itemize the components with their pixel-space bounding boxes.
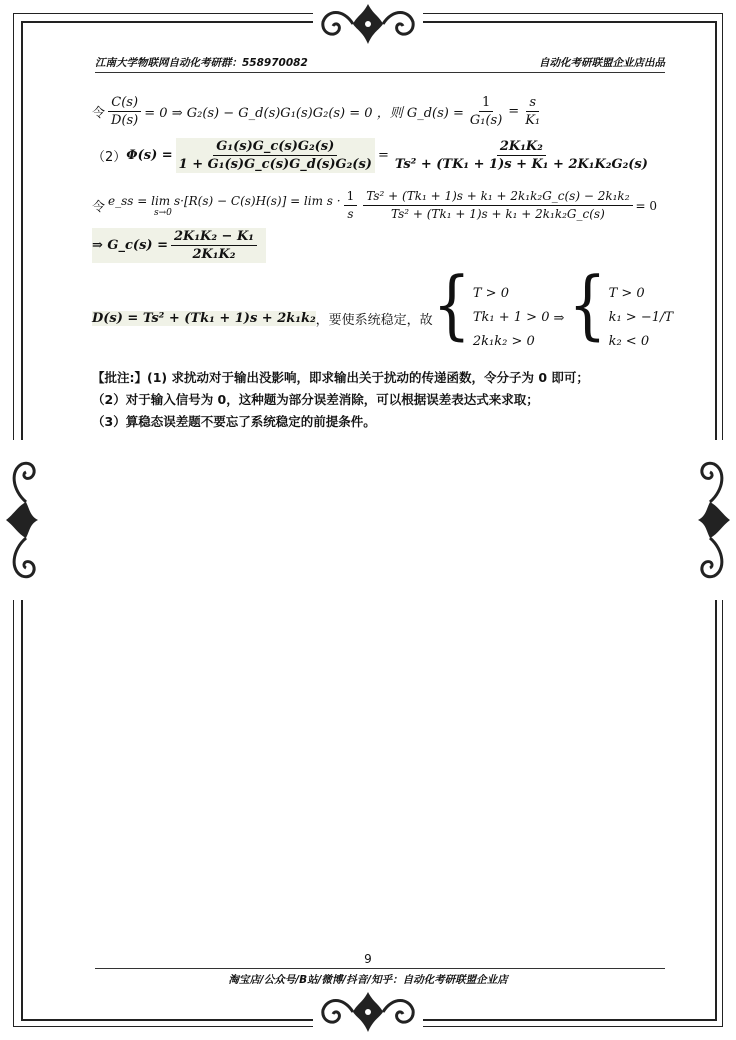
equals-zero: = 0 [635, 198, 658, 213]
header-right-text: 自动化考研联盟企业店出品 [539, 57, 665, 69]
closed-loop-lhs: Φ(s) = [126, 148, 173, 163]
condition-item: T > 0 [472, 286, 509, 301]
frac-num: Ts² + (Tk₁ + 1)s + k₁ + 2k₁k₂G_c(s) − 2k₁k₂ [366, 189, 630, 203]
frac-den: s [347, 207, 354, 221]
frac-den: K₁ [525, 113, 541, 128]
fraction-1-over-s [344, 188, 358, 223]
header-left-text: 江南大学物联网自动化考研群：558970082 [95, 57, 308, 69]
frac-num: G₁(s)G_c(s)G₂(s) [213, 138, 337, 156]
right-ornament-icon [694, 440, 736, 600]
frac-den: Ts² + (Tk₁ + 1)s + k₁ + 2k₁k₂G_c(s) [390, 207, 605, 221]
equation-line-2 [92, 138, 654, 173]
fraction-closed-loop [176, 138, 375, 173]
frac-den: Ts² + (TK₁ + 1)s + K₁ + 2K₁K₂G₂(s) [394, 157, 648, 172]
frac-den: 2K₁K₂ [192, 247, 236, 262]
equals-sign: = [377, 148, 389, 163]
bottom-ornament-icon [313, 986, 423, 1036]
equation-line-3 [92, 188, 657, 223]
frac-den: D(s) [111, 113, 139, 128]
frac-num: 1 [479, 94, 493, 112]
fraction-c-over-d [108, 94, 141, 129]
frac-den: 1 + G₁(s)G_c(s)G_d(s)G₂(s) [178, 157, 372, 172]
condition-item: 2k₁k₂ > 0 [472, 334, 535, 349]
frac-num: C(s) [111, 95, 139, 110]
stability-text: ，要使系统稳定，故 [315, 312, 433, 328]
note-line-3: （3）算稳态误差题不要忘了系统稳定的前提条件。 [92, 414, 376, 429]
condition-item: Tk₁ + 1 > 0 [472, 310, 550, 325]
fraction-gc [171, 228, 257, 263]
equation-line-5 [92, 261, 674, 358]
condition-item: k₁ > −1/T [608, 310, 674, 325]
ess-expression: e_ss = lim s·[R(s) − C(s)H(s)] = lim s · [108, 193, 341, 208]
page-number: 9 [364, 952, 372, 966]
conditions-right: { T > 0 k₁ > −1/T k₂ < 0 [568, 261, 674, 350]
fraction-1-over-g1 [467, 94, 505, 129]
fraction-s-over-k1 [522, 94, 543, 129]
note-line-2: （2）对于输入信号为 0，这种题为部分误差消除，可以根据误差表达式来求取； [92, 392, 539, 407]
fraction-error [363, 188, 632, 223]
frac-num: 2K₁K₂ − K₁ [171, 228, 257, 246]
frac-num: 2K₁K₂ [497, 138, 546, 156]
equation-text: = 0 ⇒ G₂(s) − G_d(s)G₁(s)G₂(s) = 0 ，则 G_d(s) = [144, 106, 464, 121]
frac-num: s [529, 95, 536, 110]
characteristic-equation: D(s) = Ts² + (Tk₁ + 1)s + 2k₁k₂ [92, 310, 316, 326]
limit-subscript: s→0 [154, 207, 172, 218]
footer-divider [95, 968, 665, 969]
equals-sign: = [508, 104, 520, 119]
gc-lhs: ⇒ G_c(s) = [92, 238, 168, 253]
part-label: （2） [92, 150, 127, 165]
text-ling: 令 [92, 106, 106, 121]
top-ornament-icon [313, 0, 423, 50]
page-header [95, 50, 665, 73]
frac-num: 1 [344, 188, 358, 206]
condition-item: T > 0 [608, 286, 645, 301]
equation-line-4 [92, 228, 266, 263]
footer-text: 淘宝店/公众号/B站/微博/抖音/知乎：自动化考研联盟企业店 [228, 974, 508, 986]
note-line-1: 【批注:】(1) 求扰动对于输出没影响，即求输出关于扰动的传递函数，令分子为 0 即可； [92, 370, 589, 385]
condition-item: k₂ < 0 [608, 334, 650, 349]
fraction-closed-loop-simplified [392, 138, 651, 173]
left-ornament-icon [0, 440, 42, 600]
conditions-left: { T > 0 Tk₁ + 1 > 0 2k₁k₂ > 0 [432, 261, 550, 350]
implies-arrow: ⇒ [553, 310, 565, 326]
frac-den: G₁(s) [469, 113, 503, 128]
equation-line-1 [92, 94, 546, 129]
text-ling: 令 [92, 200, 106, 215]
